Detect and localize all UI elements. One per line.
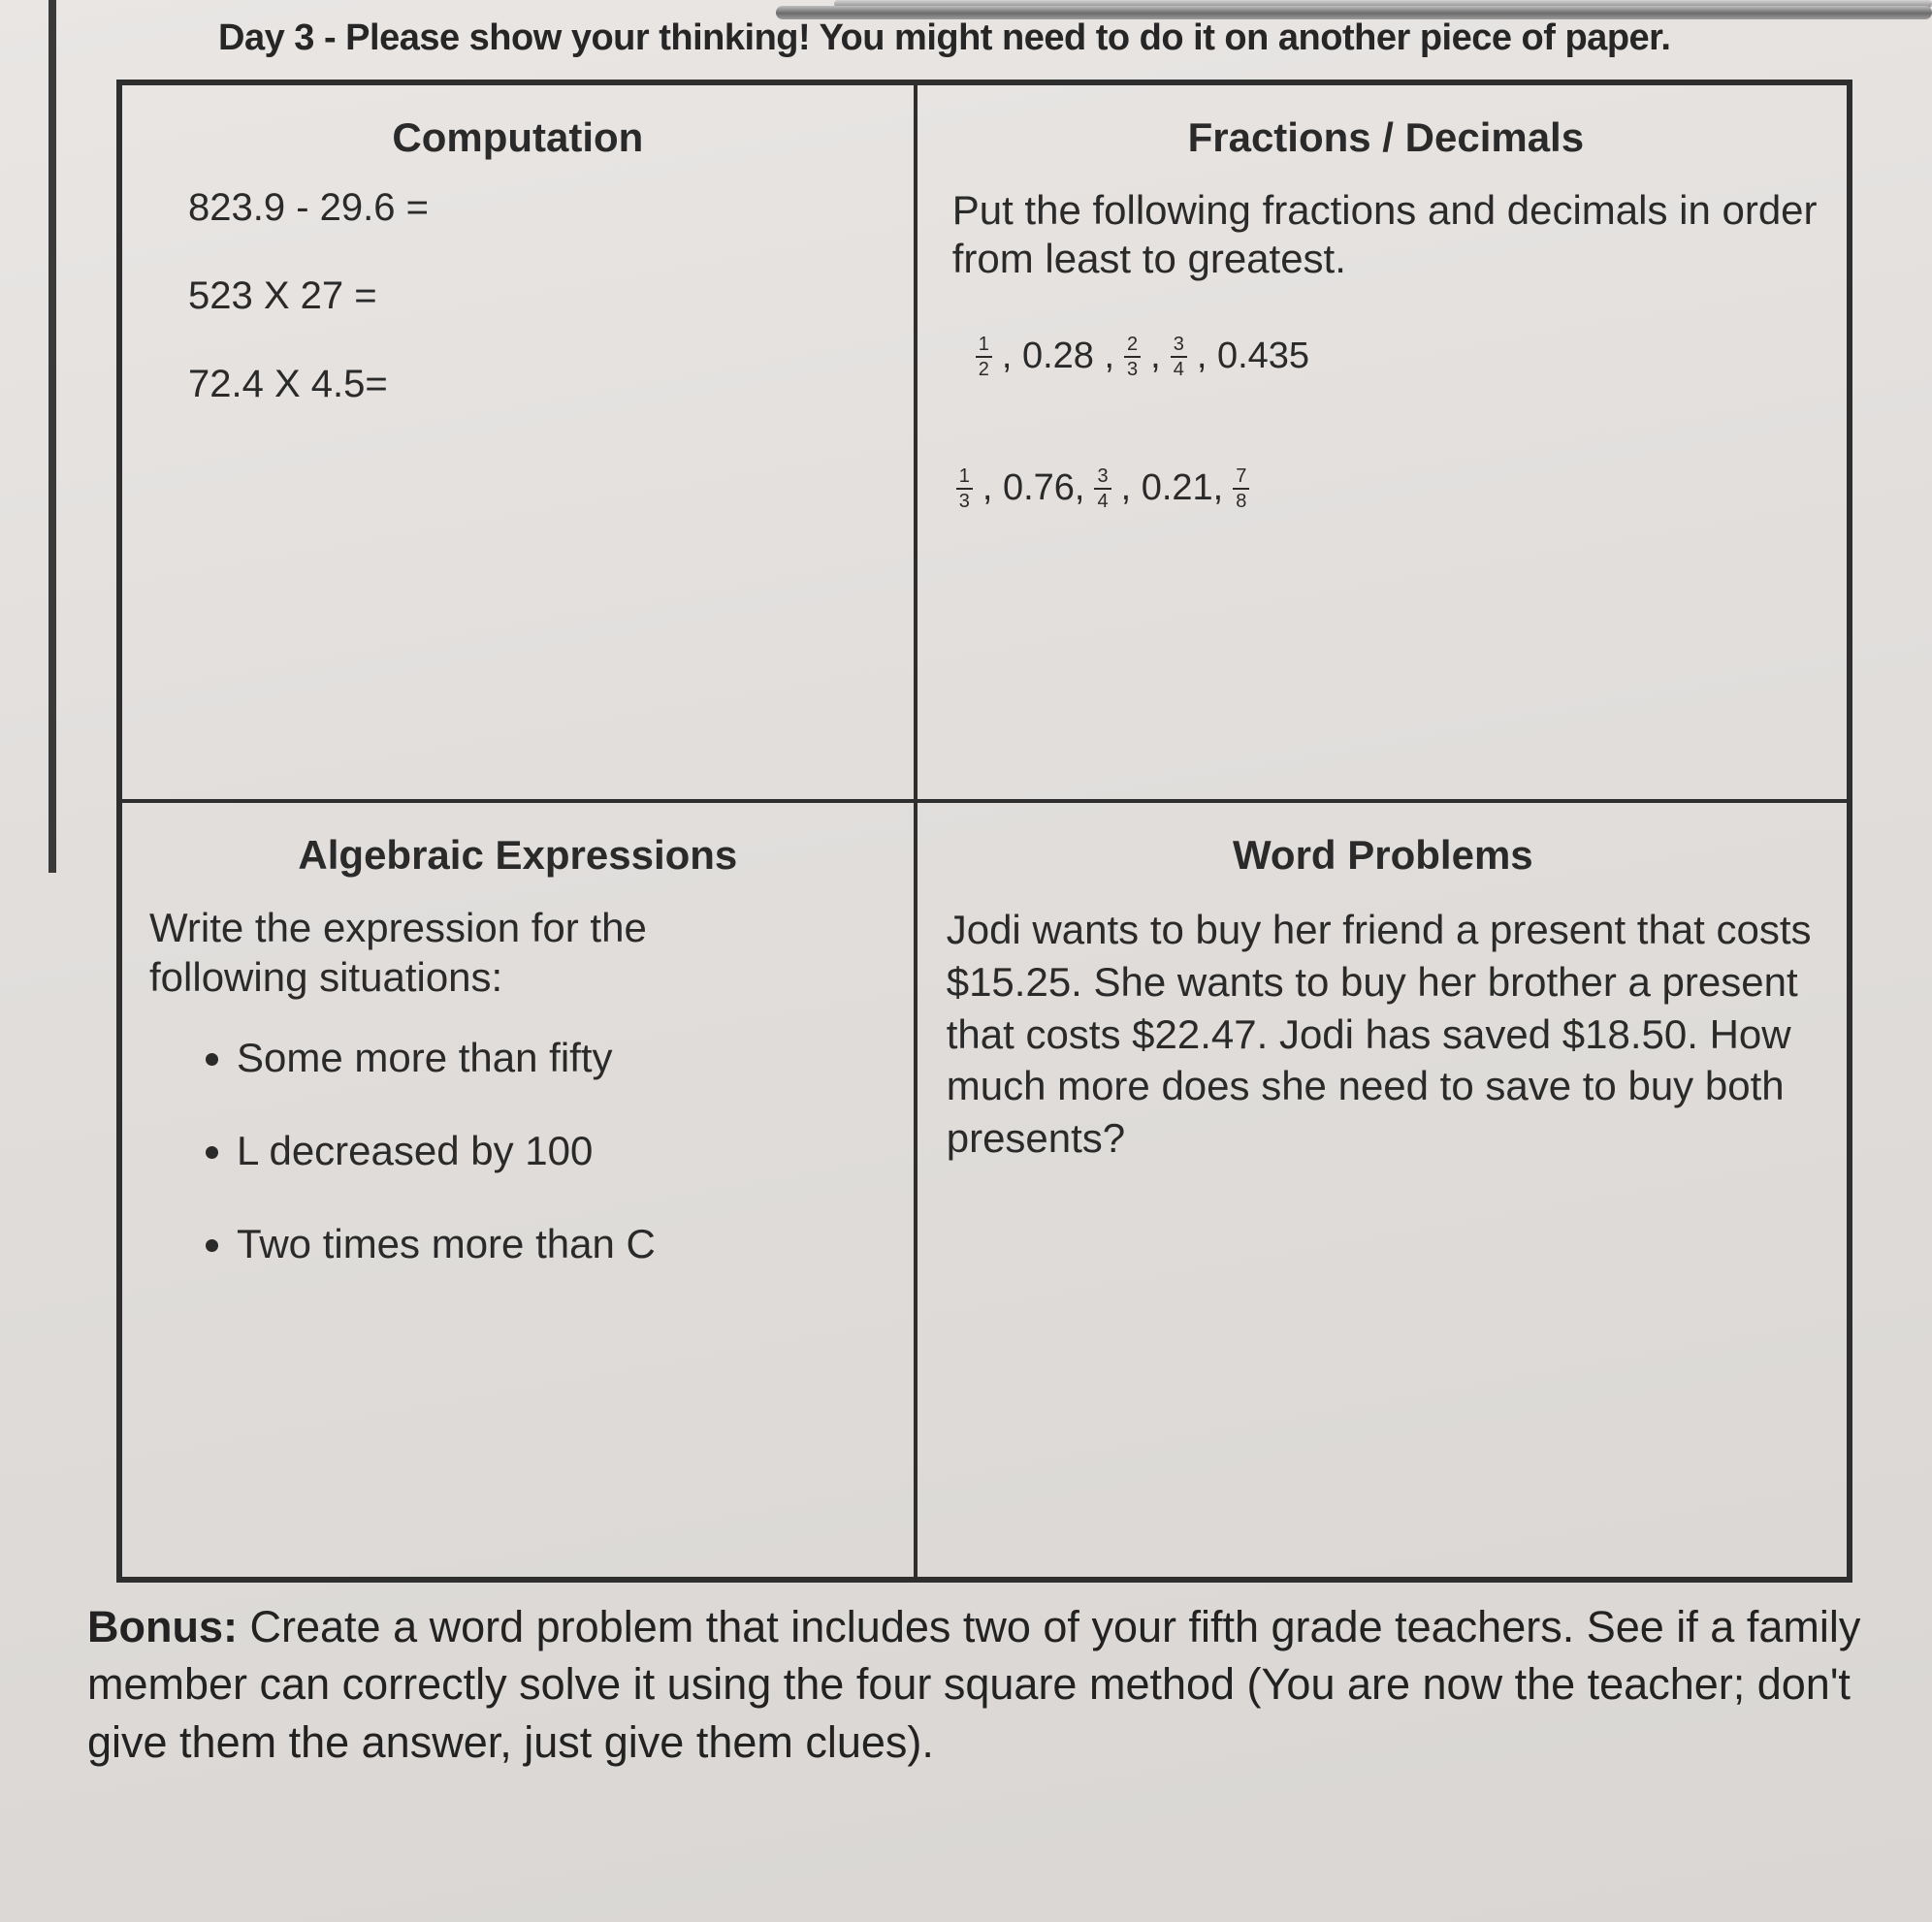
algebra-title: Algebraic Expressions <box>298 832 738 879</box>
fraction: $\frac{1}{2}$ <box>976 335 992 379</box>
fraction: $\frac{3}{4}$ <box>1094 466 1111 511</box>
decimal-list: , 0.21, <box>1120 467 1224 509</box>
clipboard-edge <box>48 0 56 873</box>
algebra-cell <box>120 801 916 1579</box>
algebra-instruction: Write the expression for the following situations: <box>149 905 647 1000</box>
fraction-sequence-2 <box>952 466 1819 511</box>
fraction: $\frac{2}{3}$ <box>1124 335 1141 379</box>
algebra-list <box>188 1035 886 1267</box>
list-item: • L decreased by 100 <box>237 1128 886 1174</box>
fractions-instruction: Put the following fractions and decimals in order from least to greatest. <box>951 187 1818 282</box>
computation-problem-3: 72.4 X 4.5= <box>188 363 388 405</box>
bonus-text: Create a word problem that includes two of your fifth grade teachers. See if a family member can correctly solve it using the four square method (You are now the teacher; don't give them the answer, just give them clues). <box>87 1602 1861 1767</box>
word-problem-title: Word Problems <box>1233 832 1533 879</box>
fraction-sequence-1: $\frac{1}{2}$ , 0.28 , $\frac{2}{3}$ , $\frac{3}{4}$ , 0.435 <box>972 335 1819 379</box>
bonus-label: Bonus: <box>87 1602 238 1651</box>
fraction: $\frac{7}{8}$ <box>1233 466 1249 511</box>
fraction: $\frac{1}{3}$ <box>956 466 973 511</box>
list-item: • Two times more than C <box>237 1221 886 1267</box>
decimal-list: , 0.76, <box>982 467 1085 509</box>
fraction: $\frac{3}{4}$ <box>1171 335 1187 379</box>
computation-cell <box>120 83 916 801</box>
decimal-list: , 0.435 <box>1196 336 1310 377</box>
computation-title: Computation <box>392 114 644 160</box>
fractions-title: Fractions / Decimals <box>1187 114 1585 160</box>
word-problem-cell <box>916 801 1849 1579</box>
page-header: Day 3 - Please show your thinking! You might need to do it on another piece of paper. <box>218 17 1671 58</box>
computation-problem-1: 823.9 - 29.6 = <box>188 186 429 229</box>
computation-problem-2: 523 X 27 = <box>188 274 377 317</box>
four-square-grid <box>116 80 1852 1583</box>
bonus-section <box>87 1598 1872 1771</box>
list-item: • Some more than fifty <box>237 1035 886 1081</box>
fractions-cell <box>916 83 1849 801</box>
word-problem-text: Jodi wants to buy her friend a present that costs $15.25. She wants to buy her brother a present that costs $22.47. Jodi has saved $18.50. How much more does she need to save to buy both presents? <box>946 907 1812 1162</box>
decimal-list: , 0.28 , <box>1001 336 1115 377</box>
